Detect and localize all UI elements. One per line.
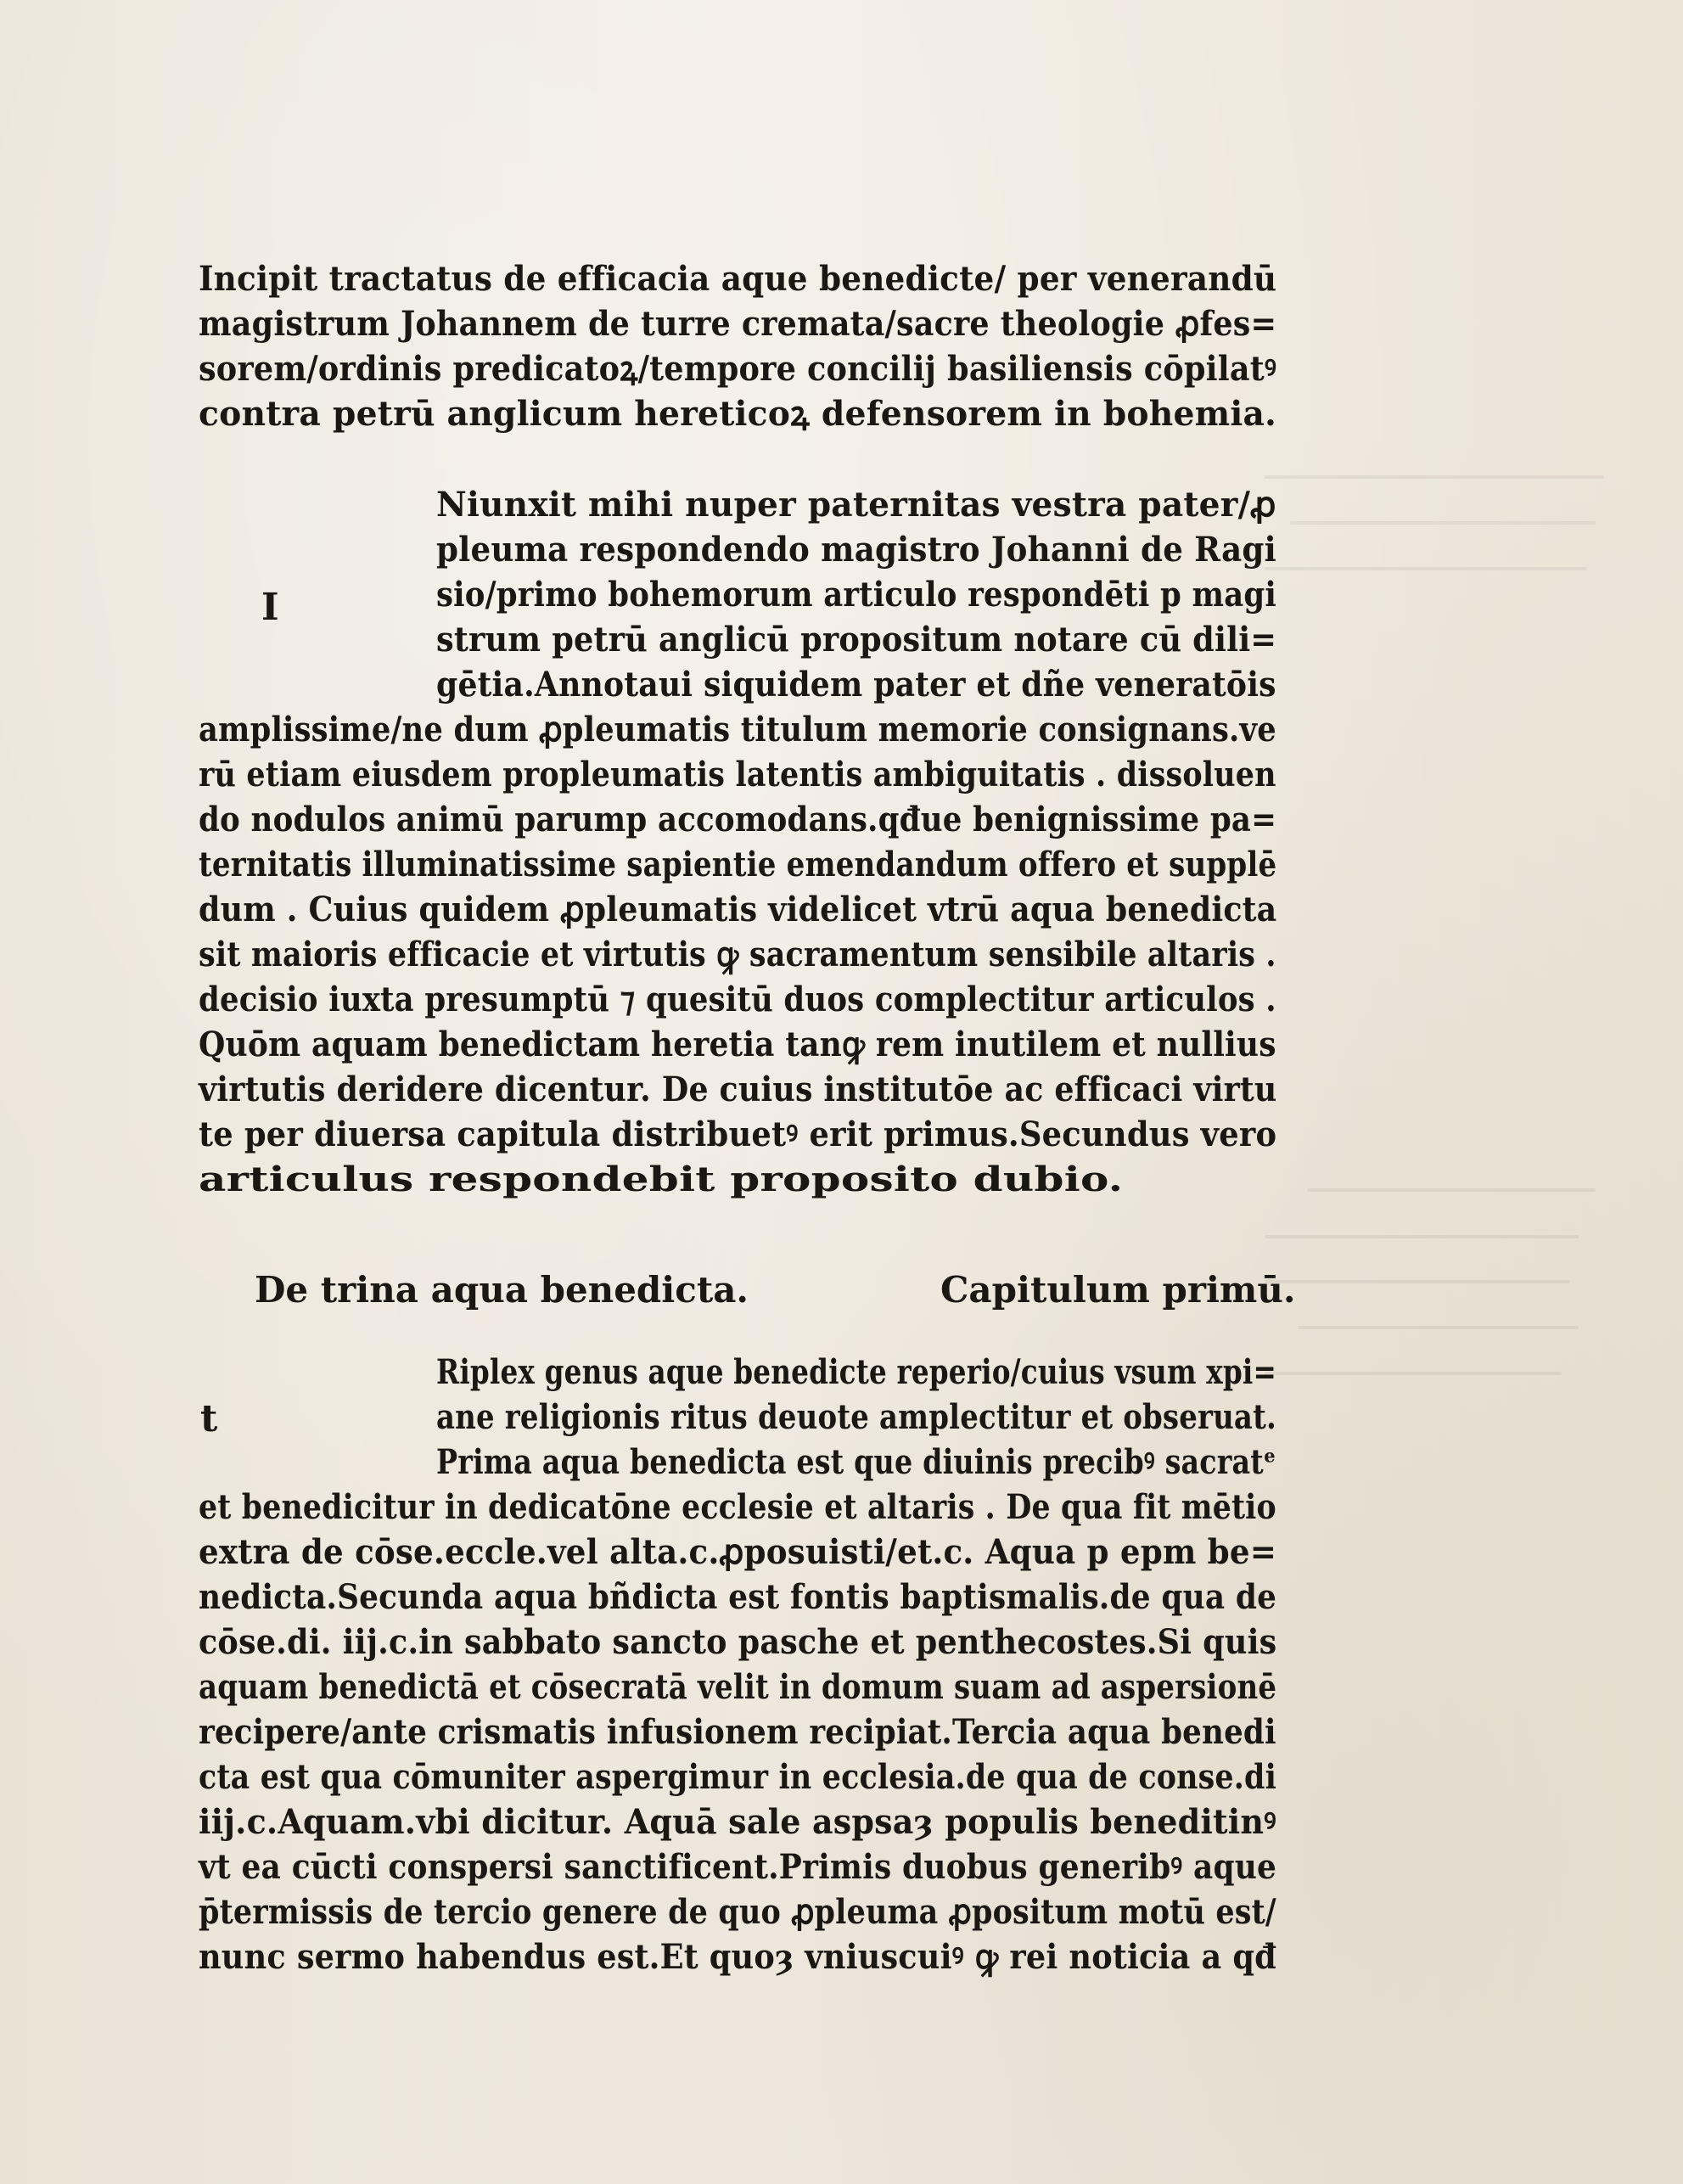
bleed-through-mark (1265, 475, 1604, 479)
body-line: amplissime/ne dum ꝓpleumatis titulum memorie consignans.ve (199, 710, 1276, 750)
body-line: cta est qua cōmuniter aspergimur in ecclesia.de qua de conse.di (199, 1757, 1277, 1797)
body-line: Prima aqua benedicta est que diuinis precibꝰ sacratᵉ (436, 1442, 1276, 1482)
body-line: aquam benedictā et cōsecratā velit in domum suam ad aspersionē (199, 1667, 1277, 1707)
body-line: Riplex genus aque benedicte reperio/cuius vsum xpi= (436, 1352, 1276, 1392)
body-paragraph-1 (199, 482, 1276, 1202)
body-paragraph-2 (199, 1350, 1276, 1979)
title-line: magistrum Johannem de turre cremata/sacre theologie ꝓfes= (199, 304, 1277, 344)
body-line: iij.c.Aquam.vbi dicitur. Aquā sale aspsaȝ populis beneditinꝰ (199, 1802, 1276, 1842)
initial-guide-letter: I (261, 586, 279, 629)
body-line: virtutis deridere dicentur. De cuius institutōe ac efficaci virtu (199, 1070, 1277, 1109)
body-line: articulus respondebit proposito dubio. (199, 1159, 1124, 1199)
body-line: recipere/ante crismatis infusionem recipiat.Tercia aqua benedi (199, 1712, 1276, 1752)
body-line: rū etiam eiusdem propleumatis latentis ambiguitatis . dissoluen (199, 755, 1276, 794)
body-line: gētia.Annotaui siquidem pater et dñe veneratōis (436, 665, 1276, 705)
bleed-through-mark (1265, 1280, 1570, 1283)
body-line: strum petrū anglicū propositum notare cū dili= (436, 620, 1277, 660)
bleed-through-mark (1265, 1235, 1579, 1238)
body-line: dum . Cuius quidem ꝓpleumatis videlicet vtrū aqua benedicta (199, 890, 1277, 929)
body-line: ane religionis ritus deuote amplectitur et obseruat. (436, 1397, 1276, 1437)
body-line: pleuma respondendo magistro Johanni de Ragi (436, 530, 1276, 570)
body-line: Quōm aquam benedictam heretia tanꝙ rem inutilem et nullius (199, 1025, 1276, 1064)
chapter-heading-title: De trina aqua benedicta. (255, 1269, 749, 1311)
body-line: nunc sermo habendus est.Et quoȝ vniuscuiꝰ ꝙ rei noticia a qđ (199, 1937, 1276, 1977)
body-line: et benedicitur in dedicatōne ecclesie et altaris . De qua fit mētio (199, 1487, 1276, 1527)
body-line: Niunxit mihi nuper paternitas vestra pater/ꝓ (436, 485, 1276, 525)
body-line: sit maioris efficacie et virtutis ꝙ sacramentum sensibile altaris . (199, 935, 1276, 974)
body-line: ternitatis illuminatissime sapientie emendandum offero et supplē (199, 845, 1277, 884)
body-line: nedicta.Secunda aqua bñdicta est fontis baptismalis.de qua de (199, 1577, 1277, 1617)
title-paragraph (199, 256, 1276, 436)
body-line: sio/primo bohemorum articulo respondēti p magi (436, 575, 1276, 615)
body-line: do nodulos animū parump accomodans.qđue benignissime pa= (199, 800, 1277, 839)
chapter-heading-number: Capitulum primū. (940, 1269, 1296, 1311)
title-line: Incipit tractatus de efficacia aque benedicte/ per venerandū (199, 259, 1277, 299)
body-line: te per diuersa capitula distribuetꝰ erit primus.Secundus vero (199, 1114, 1277, 1154)
body-line: vt ea cūcti conspersi sanctificent.Primis duobus generibꝰ aque (199, 1847, 1277, 1887)
body-line: cōse.di. iij.c.in sabbato sancto pasche et penthecostes.Si quis (199, 1622, 1277, 1662)
body-line: extra de cōse.eccle.vel alta.c.ꝓposuisti/et.c. Aqua p epm be= (199, 1532, 1277, 1572)
body-line: decisio iuxta presumptū ⁊ quesitū duos complectitur articulos . (199, 980, 1276, 1019)
bleed-through-mark (1299, 1326, 1579, 1329)
title-line: contra petrū anglicum hereticoꝝ defensorem in bohemia. (199, 394, 1277, 434)
bleed-through-mark (1307, 1188, 1596, 1192)
initial-guide-letter: t (200, 1397, 218, 1440)
bleed-through-mark (1290, 521, 1596, 525)
body-line: p̄termissis de tercio genere de quo ꝓpleuma ꝓpositum motū est/ (199, 1892, 1276, 1932)
title-line: sorem/ordinis predicatoꝝ/tempore concilij basiliensis cōpilatꝰ (199, 349, 1277, 389)
